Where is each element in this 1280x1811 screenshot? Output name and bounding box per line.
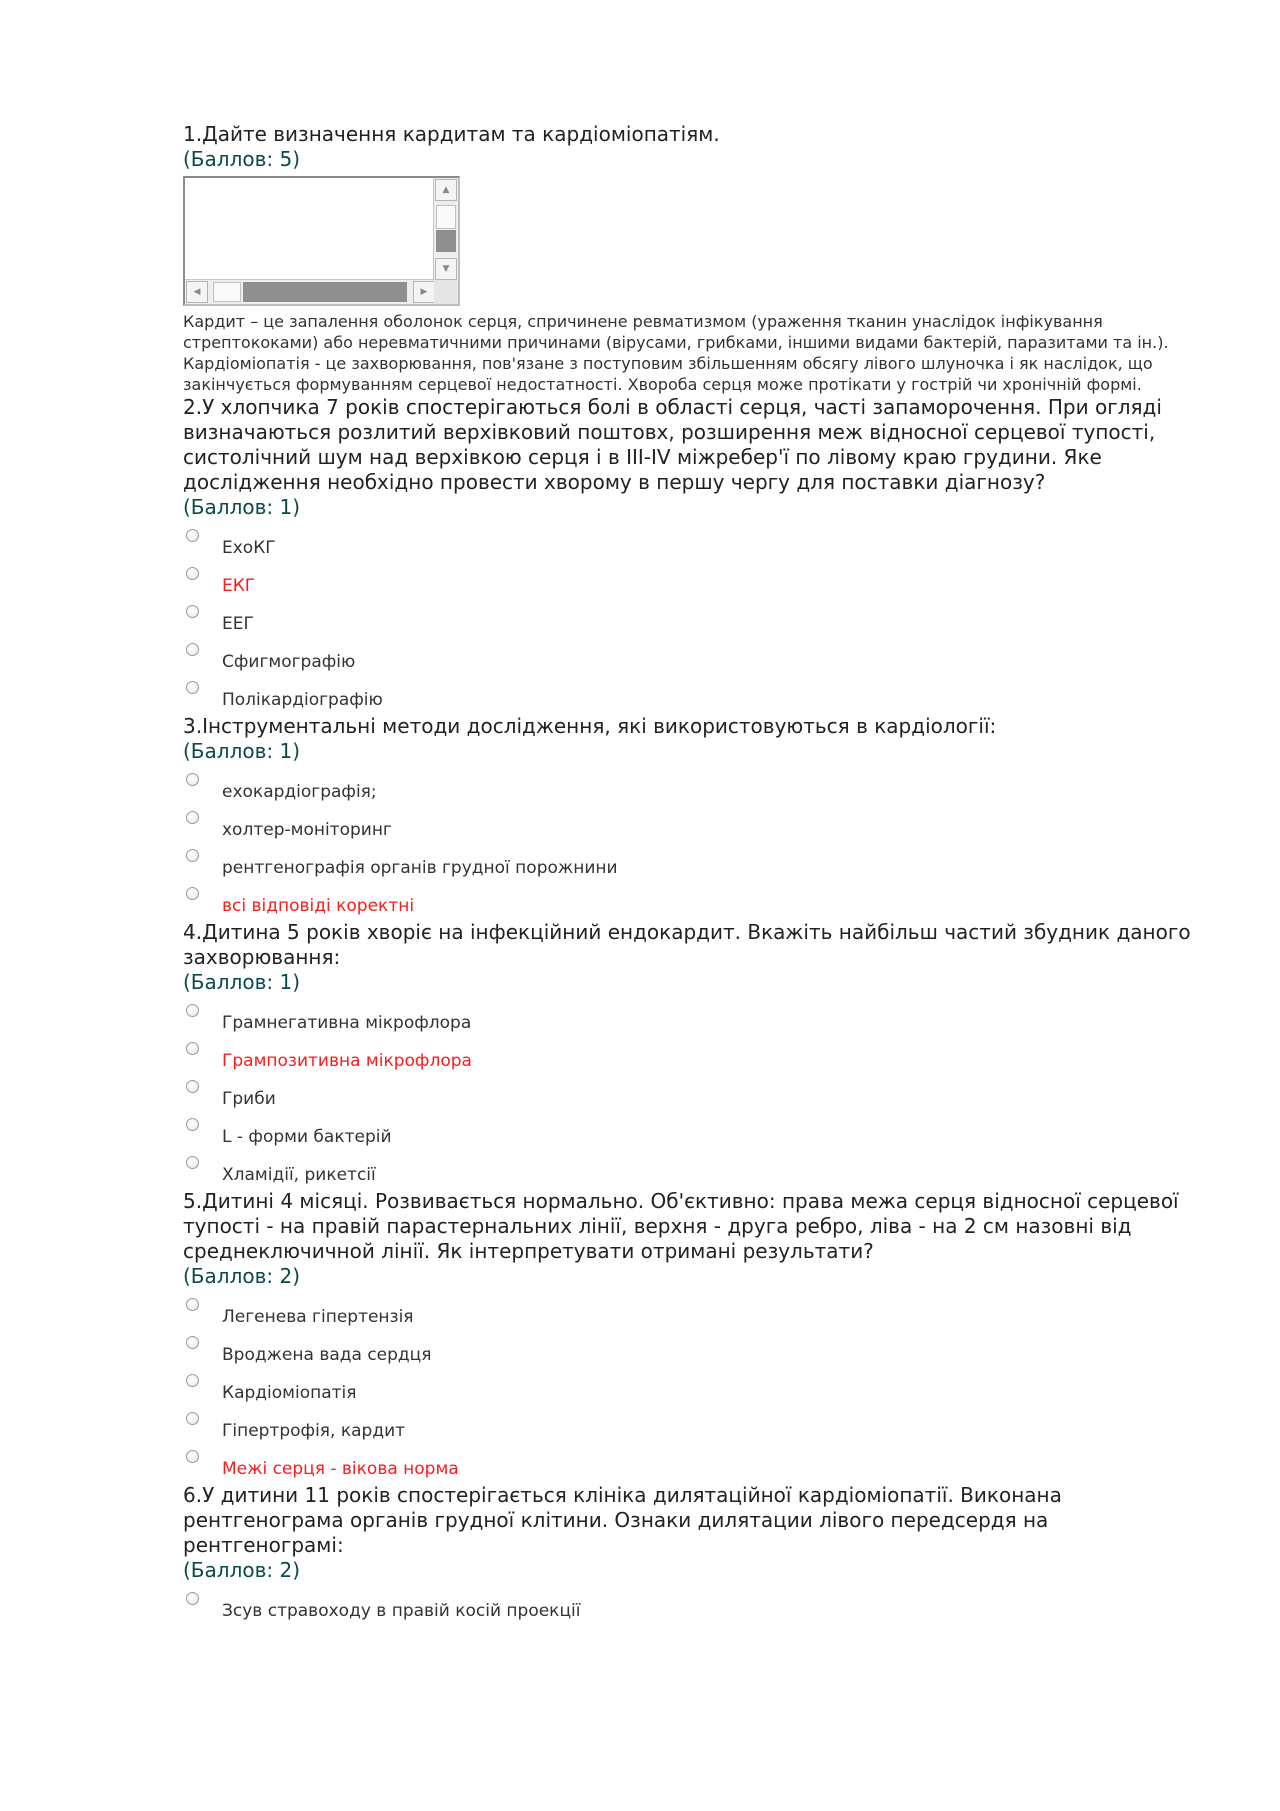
radio-button[interactable]	[186, 1298, 199, 1311]
option[interactable]	[183, 1293, 1193, 1331]
option[interactable]	[183, 1407, 1193, 1445]
scroll-thumb[interactable]	[243, 282, 407, 302]
option-label: Гриби	[222, 1089, 276, 1109]
quiz-content	[183, 122, 1193, 1625]
radio-button[interactable]	[186, 1592, 199, 1605]
option[interactable]	[183, 1075, 1193, 1113]
option-label: ЕЕГ	[222, 614, 254, 634]
option-label-correct: ЕКГ	[222, 576, 256, 596]
question-text: 4.Дитина 5 років хворіє на інфекційний ендокардит. Вкажіть найбільш частий збудник даного захворювання:	[183, 920, 1191, 969]
question-2	[183, 395, 1193, 714]
option-label: рентгенографія органів грудної порожнини	[222, 858, 618, 878]
radio-button[interactable]	[186, 773, 199, 786]
option[interactable]	[183, 600, 1193, 638]
radio-button[interactable]	[186, 1118, 199, 1131]
radio-button[interactable]	[186, 643, 199, 656]
question-points: (Баллов: 1)	[183, 739, 300, 763]
option[interactable]	[183, 1331, 1193, 1369]
option[interactable]	[183, 1445, 1193, 1483]
question-points: (Баллов: 2)	[183, 1558, 300, 1582]
radio-button[interactable]	[186, 1156, 199, 1169]
scroll-right-icon[interactable]: ▶	[413, 281, 435, 303]
option[interactable]	[183, 638, 1193, 676]
radio-button[interactable]	[186, 681, 199, 694]
question-points: (Баллов: 5)	[183, 147, 300, 171]
answer-paragraph: Кардит – це запалення оболонок серця, спричинене ревматизмом (ураження тканин унаслідок інфікування стрептококами) або неревматичними причинами (вірусами, грибками, іншими видами бактерій, паразитами та ін.).	[183, 312, 1169, 352]
option-label-correct: Грампозитивна мікрофлора	[222, 1051, 472, 1071]
options-list	[183, 1293, 1193, 1483]
option[interactable]	[183, 1113, 1193, 1151]
radio-button[interactable]	[186, 1412, 199, 1425]
answer-text	[183, 311, 1193, 395]
scroll-thumb[interactable]	[436, 230, 456, 252]
option[interactable]	[183, 999, 1193, 1037]
scroll-up-icon[interactable]: ▲	[435, 179, 457, 201]
vertical-scrollbar[interactable]	[433, 178, 458, 282]
radio-button[interactable]	[186, 887, 199, 900]
option-label-correct: всі відповіді коректні	[222, 896, 415, 916]
question-text: 2.У хлопчика 7 років спостерігаються болі в області серця, часті запаморочення. При огляді визначаються розлитий верхівковий поштовх, розширення меж відносної серцевої тупості, систолічний шум над верхівкою серця і в III-IV міжребер'ї по лівому краю грудини. Яке дослідження необхідно провести хворому в першу чергу для поставки діагнозу?	[183, 395, 1162, 494]
option[interactable]	[183, 524, 1193, 562]
option-label: Вроджена вада сердця	[222, 1345, 432, 1365]
option[interactable]	[183, 806, 1193, 844]
option[interactable]	[183, 768, 1193, 806]
horizontal-scrollbar[interactable]	[185, 279, 436, 304]
option-label: Кардіоміопатія	[222, 1383, 357, 1403]
question-text: 5.Дитині 4 місяці. Розвивається нормально. Об'єктивно: права межа серця відносної серцевої тупості - на правій парастернальних лінії, верхня - друга ребро, ліва - на 2 см назовні від среднеключичной лінії. Як інтерпретувати отримані результати?	[183, 1189, 1179, 1263]
question-3	[183, 714, 1193, 920]
option-label: Гіпертрофія, кардит	[222, 1421, 406, 1441]
radio-button[interactable]	[186, 1080, 199, 1093]
question-points: (Баллов: 1)	[183, 970, 300, 994]
answer-paragraph: Кардіоміопатія - це захворювання, пов'язане з поступовим збільшенням обсягу лівого шлуночка і як наслідок, що закінчується формуванням серцевої недостатності. Хвороба серця може протікати у гострій чи хронічній формі.	[183, 354, 1153, 394]
scroll-down-icon[interactable]: ▼	[435, 258, 457, 280]
option-label: Хламідії, рикетсії	[222, 1165, 376, 1185]
scroll-track[interactable]	[213, 282, 241, 302]
option-label: Зсув стравоходу в правій косій проекції	[222, 1601, 581, 1621]
question-text: 6.У дитини 11 років спостерігається клініка дилятаційної кардіоміопатії. Виконана рентгенограма органів грудної клітини. Ознаки дилятации лівого передсердя на рентгенограмі:	[183, 1483, 1062, 1557]
radio-button[interactable]	[186, 849, 199, 862]
scroll-left-icon[interactable]: ◀	[186, 281, 208, 303]
radio-button[interactable]	[186, 567, 199, 580]
radio-button[interactable]	[186, 529, 199, 542]
radio-button[interactable]	[186, 1374, 199, 1387]
radio-button[interactable]	[186, 1042, 199, 1055]
option-label: Легенева гіпертензія	[222, 1307, 414, 1327]
options-list	[183, 1587, 1193, 1625]
radio-button[interactable]	[186, 1450, 199, 1463]
option[interactable]	[183, 882, 1193, 920]
question-5	[183, 1189, 1193, 1483]
question-6	[183, 1483, 1193, 1625]
option[interactable]	[183, 844, 1193, 882]
option[interactable]	[183, 676, 1193, 714]
option[interactable]	[183, 1151, 1193, 1189]
option-label-correct: Межі серця - вікова норма	[222, 1459, 459, 1479]
option-label: Грамнегативна мікрофлора	[222, 1013, 472, 1033]
option[interactable]	[183, 1037, 1193, 1075]
option-label: L - форми бактерій	[222, 1127, 392, 1147]
scrollbar-corner	[434, 280, 458, 304]
option-label: ехокардіографія;	[222, 782, 377, 802]
option-label: Полікардіографію	[222, 690, 383, 710]
question-text: 1.Дайте визначення кардитам та кардіоміопатіям.	[183, 122, 720, 146]
options-list	[183, 999, 1193, 1189]
question-text: 3.Інструментальні методи дослідження, які використовуються в кардіології:	[183, 714, 997, 738]
option-label: ЕхоКГ	[222, 538, 276, 558]
scroll-track[interactable]	[436, 205, 456, 229]
option-label: холтер-моніторинг	[222, 820, 392, 840]
question-4	[183, 920, 1193, 1189]
radio-button[interactable]	[186, 1004, 199, 1017]
radio-button[interactable]	[186, 605, 199, 618]
radio-button[interactable]	[186, 1336, 199, 1349]
question-points: (Баллов: 1)	[183, 495, 300, 519]
option[interactable]	[183, 1369, 1193, 1407]
answer-textarea[interactable]	[183, 176, 460, 306]
option[interactable]	[183, 1587, 1193, 1625]
option-label: Сфигмографію	[222, 652, 356, 672]
option[interactable]	[183, 562, 1193, 600]
radio-button[interactable]	[186, 811, 199, 824]
question-1	[183, 122, 1193, 395]
options-list	[183, 524, 1193, 714]
options-list	[183, 768, 1193, 920]
question-points: (Баллов: 2)	[183, 1264, 300, 1288]
